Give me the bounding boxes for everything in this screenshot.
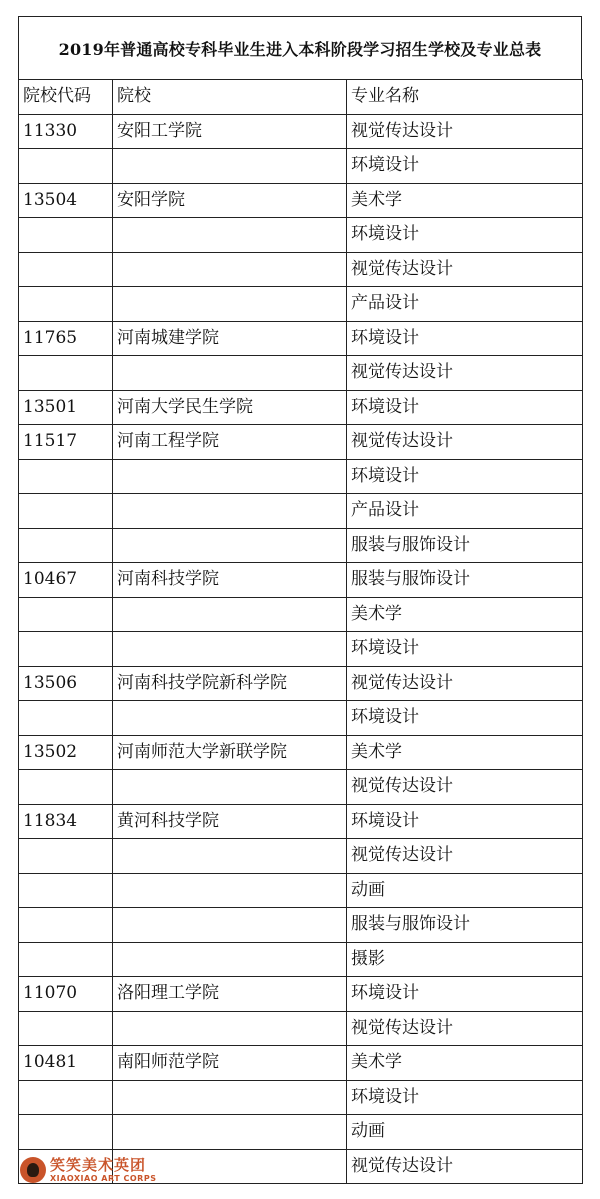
table-row	[19, 459, 583, 494]
cell-school-code: 11834	[19, 804, 113, 839]
schools-table	[18, 79, 583, 1184]
cell-school	[113, 597, 347, 632]
cell-school	[113, 459, 347, 494]
watermark-text	[50, 1155, 157, 1183]
cell-school	[113, 218, 347, 253]
cell-major: 美术学	[347, 597, 583, 632]
cell-school-code	[19, 528, 113, 563]
table-row	[19, 563, 583, 598]
cell-school	[113, 908, 347, 943]
cell-major: 环境设计	[347, 977, 583, 1012]
table-row	[19, 425, 583, 460]
cell-school-code	[19, 942, 113, 977]
table-row	[19, 218, 583, 253]
cell-school	[113, 528, 347, 563]
cell-major: 视觉传达设计	[347, 425, 583, 460]
cell-school-code: 10467	[19, 563, 113, 598]
table-row	[19, 528, 583, 563]
cell-major: 环境设计	[347, 459, 583, 494]
cell-school-code	[19, 1115, 113, 1150]
cell-school	[113, 287, 347, 322]
cell-major: 视觉传达设计	[347, 252, 583, 287]
cell-school-code: 13504	[19, 183, 113, 218]
cell-school-code	[19, 908, 113, 943]
table-row	[19, 494, 583, 529]
watermark-name-cn: 笑笑美术英团	[50, 1155, 147, 1174]
cell-major: 美术学	[347, 1046, 583, 1081]
cell-school-code	[19, 770, 113, 805]
cell-school: 河南工程学院	[113, 425, 347, 460]
cell-major: 环境设计	[347, 632, 583, 667]
header-major: 专业名称	[347, 80, 583, 115]
table-row	[19, 1080, 583, 1115]
cell-major: 视觉传达设计	[347, 666, 583, 701]
cell-school-code	[19, 839, 113, 874]
cell-school	[113, 701, 347, 736]
cell-school: 河南城建学院	[113, 321, 347, 356]
cell-school: 河南科技学院新科学院	[113, 666, 347, 701]
table-row	[19, 942, 583, 977]
cell-school	[113, 632, 347, 667]
table-row	[19, 839, 583, 874]
cell-school-code: 11330	[19, 114, 113, 149]
cell-school-code: 11070	[19, 977, 113, 1012]
cell-school-code	[19, 287, 113, 322]
cell-school: 黄河科技学院	[113, 804, 347, 839]
cell-school	[113, 149, 347, 184]
cell-major: 环境设计	[347, 1080, 583, 1115]
cell-major: 环境设计	[347, 390, 583, 425]
header-school: 院校	[113, 80, 347, 115]
cell-major: 环境设计	[347, 701, 583, 736]
cell-school	[113, 770, 347, 805]
cell-major: 动画	[347, 1115, 583, 1150]
cell-major: 环境设计	[347, 804, 583, 839]
cell-major: 环境设计	[347, 149, 583, 184]
cell-major: 视觉传达设计	[347, 356, 583, 391]
cell-major: 服装与服饰设计	[347, 528, 583, 563]
cell-school-code	[19, 873, 113, 908]
cell-school-code: 13502	[19, 735, 113, 770]
table-row	[19, 873, 583, 908]
cell-major: 视觉传达设计	[347, 839, 583, 874]
table-header-row	[19, 80, 583, 115]
watermark-logo-icon	[20, 1157, 46, 1183]
cell-school-code	[19, 218, 113, 253]
cell-major: 视觉传达设计	[347, 770, 583, 805]
cell-school: 河南科技学院	[113, 563, 347, 598]
cell-school	[113, 1080, 347, 1115]
cell-major: 产品设计	[347, 287, 583, 322]
cell-school-code	[19, 459, 113, 494]
table-row	[19, 666, 583, 701]
cell-major: 美术学	[347, 183, 583, 218]
watermark-name-en: XIAOXIAO ART CORPS	[50, 1173, 157, 1183]
cell-school-code	[19, 632, 113, 667]
cell-school-code	[19, 1080, 113, 1115]
cell-school	[113, 1011, 347, 1046]
table-body	[19, 114, 583, 1184]
cell-school	[113, 252, 347, 287]
cell-school-code	[19, 597, 113, 632]
table-row	[19, 1046, 583, 1081]
table-row	[19, 804, 583, 839]
cell-major: 服装与服饰设计	[347, 563, 583, 598]
cell-school-code: 13506	[19, 666, 113, 701]
cell-school	[113, 1115, 347, 1150]
cell-major: 美术学	[347, 735, 583, 770]
cell-school	[113, 942, 347, 977]
cell-major: 摄影	[347, 942, 583, 977]
cell-school-code	[19, 1011, 113, 1046]
cell-major: 视觉传达设计	[347, 1011, 583, 1046]
cell-school: 河南大学民生学院	[113, 390, 347, 425]
table-row	[19, 1011, 583, 1046]
cell-school-code: 11765	[19, 321, 113, 356]
cell-school: 安阳工学院	[113, 114, 347, 149]
cell-major: 环境设计	[347, 321, 583, 356]
cell-school	[113, 494, 347, 529]
watermark	[20, 1153, 170, 1187]
table-row	[19, 632, 583, 667]
cell-school: 洛阳理工学院	[113, 977, 347, 1012]
cell-school-code: 10481	[19, 1046, 113, 1081]
cell-school-code	[19, 149, 113, 184]
header-school-code: 院校代码	[19, 80, 113, 115]
table-row	[19, 597, 583, 632]
table-row	[19, 114, 583, 149]
table-row	[19, 356, 583, 391]
cell-school-code	[19, 356, 113, 391]
table-row	[19, 1115, 583, 1150]
cell-school-code	[19, 494, 113, 529]
table-row	[19, 183, 583, 218]
cell-major: 服装与服饰设计	[347, 908, 583, 943]
cell-school	[113, 839, 347, 874]
cell-major: 产品设计	[347, 494, 583, 529]
cell-school-code	[19, 252, 113, 287]
table-row	[19, 908, 583, 943]
document-title: 2019年普通高校专科毕业生进入本科阶段学习招生学校及专业总表	[18, 16, 582, 79]
cell-school	[113, 356, 347, 391]
document-sheet	[18, 16, 582, 1184]
table-row	[19, 701, 583, 736]
table-row	[19, 252, 583, 287]
cell-major: 视觉传达设计	[347, 114, 583, 149]
cell-major: 环境设计	[347, 218, 583, 253]
table-row	[19, 390, 583, 425]
table-row	[19, 977, 583, 1012]
cell-major: 动画	[347, 873, 583, 908]
cell-school-code	[19, 701, 113, 736]
table-row	[19, 149, 583, 184]
table-row	[19, 770, 583, 805]
cell-school-code: 13501	[19, 390, 113, 425]
cell-school: 河南师范大学新联学院	[113, 735, 347, 770]
cell-major: 视觉传达设计	[347, 1149, 583, 1184]
cell-school: 南阳师范学院	[113, 1046, 347, 1081]
table-row	[19, 735, 583, 770]
cell-school: 安阳学院	[113, 183, 347, 218]
cell-school-code: 11517	[19, 425, 113, 460]
table-row	[19, 287, 583, 322]
cell-school	[113, 873, 347, 908]
table-row	[19, 321, 583, 356]
